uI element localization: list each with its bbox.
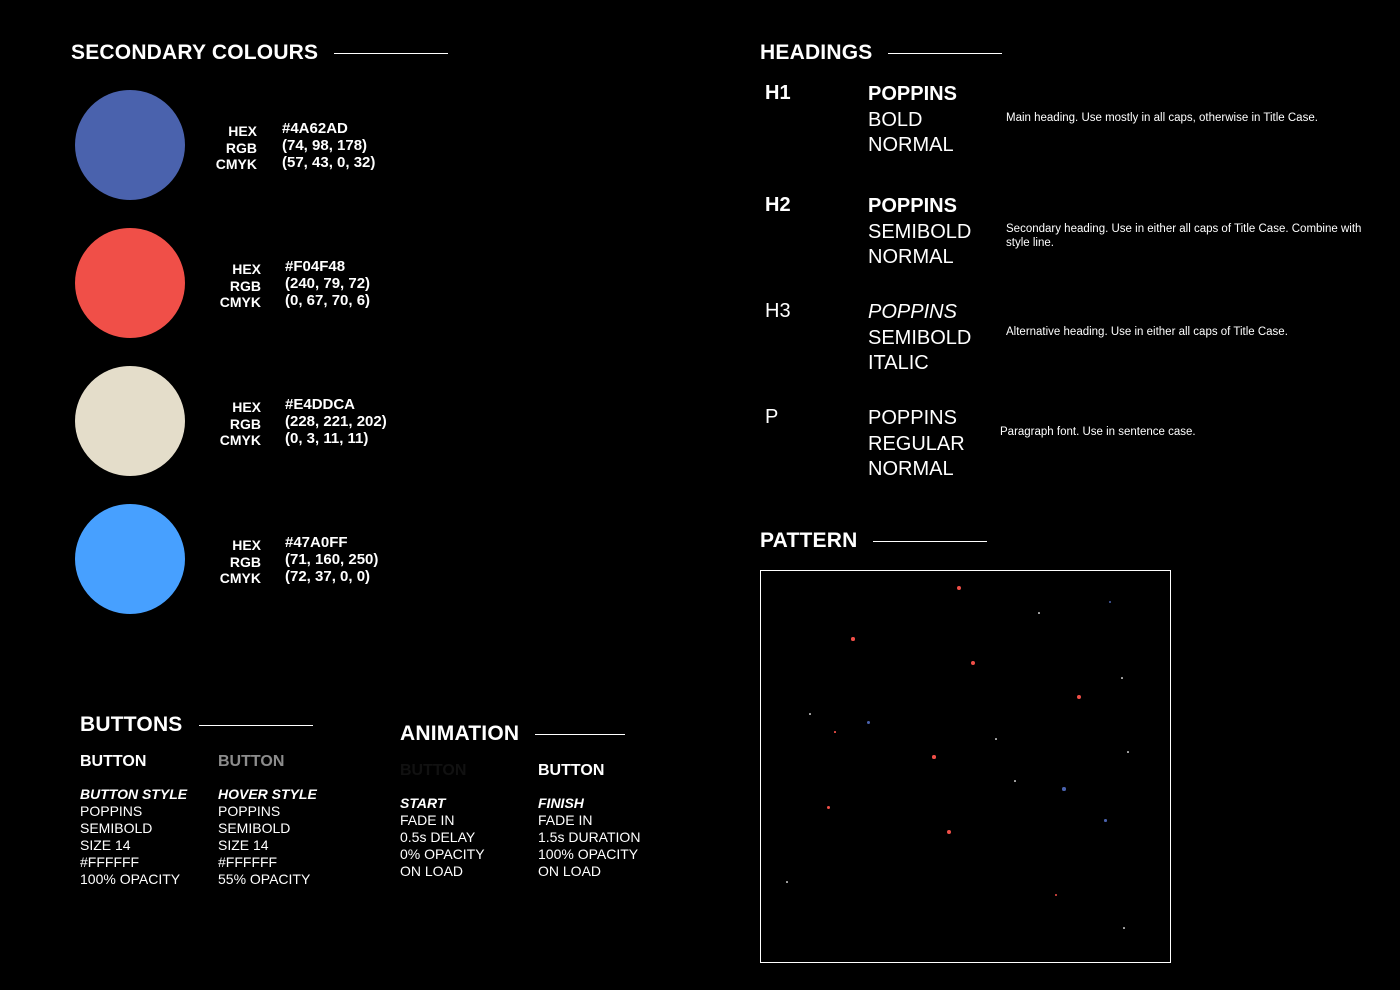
cmyk-value: (0, 67, 70, 6): [285, 292, 371, 309]
style-name: BUTTON STYLE: [80, 786, 188, 802]
font-style: NORMAL: [868, 134, 954, 156]
hex-value: #E4DDCA: [285, 396, 356, 413]
rgb-label: RGB: [229, 553, 261, 570]
pattern-dot: [1127, 751, 1129, 753]
pattern-dot: [971, 661, 975, 665]
cmyk-value: (0, 3, 11, 11): [285, 430, 369, 447]
headings-title: HEADINGS: [760, 41, 1002, 65]
pattern-dot: [1014, 780, 1016, 782]
spec-line: 0.5s DELAY: [400, 829, 476, 845]
pattern-dot: [834, 731, 836, 733]
color-swatch-circle: [75, 90, 185, 200]
swatch-row: [75, 366, 435, 476]
secondary-colours-title: SECONDARY COLOURS: [71, 41, 448, 65]
hover-button[interactable]: BUTTON: [218, 753, 285, 770]
pattern-dot: [786, 881, 788, 883]
spec-line: SIZE 14: [218, 837, 269, 853]
hex-label: HEX: [232, 261, 261, 277]
spec-line: SEMIBOLD: [80, 820, 153, 836]
spec-line: ON LOAD: [400, 863, 464, 879]
pattern-dot: [851, 637, 855, 641]
spec-line: 55% OPACITY: [218, 871, 311, 887]
cmyk-label: CMYK: [219, 294, 261, 310]
style-name: START: [400, 795, 446, 811]
animation-title: ANIMATION: [400, 722, 625, 746]
rgb-value: (71, 160, 250): [285, 551, 379, 568]
pattern-dot: [932, 755, 936, 759]
font-weight: BOLD: [868, 108, 923, 131]
hex-label: HEX: [228, 123, 257, 139]
heading-level: H2: [765, 194, 791, 216]
font-name: POPPINS: [868, 83, 957, 105]
heading-level: H3: [765, 300, 791, 322]
spec-line: #FFFFFF: [80, 854, 140, 870]
rgb-value: (74, 98, 178): [282, 137, 368, 154]
font-name: POPPINS: [868, 407, 957, 429]
spec-line: SIZE 14: [80, 837, 131, 853]
rgb-label: RGB: [229, 415, 261, 432]
pattern-dot: [1062, 787, 1066, 791]
sample-button[interactable]: BUTTON: [538, 762, 605, 779]
spec-line: 0% OPACITY: [400, 846, 485, 862]
rgb-label: RGB: [225, 139, 257, 156]
rgb-value: (228, 221, 202): [285, 413, 387, 430]
font-style: NORMAL: [868, 458, 954, 480]
spec-line: POPPINS: [218, 803, 281, 819]
font-style: ITALIC: [868, 352, 929, 374]
title-rule: [535, 734, 625, 735]
hex-value: #4A62AD: [282, 120, 348, 137]
swatch-row: [75, 228, 435, 338]
swatch-row: [75, 504, 435, 614]
pattern-dot: [1077, 695, 1081, 699]
buttons-title: BUTTONS: [80, 713, 313, 737]
swatch-row: [75, 90, 435, 200]
heading-description: Secondary heading. Use in either all caps of Title Case. Combine with style line.: [1006, 223, 1362, 249]
animation-start-spec: [400, 762, 485, 880]
heading-description: Paragraph font. Use in sentence case.: [1000, 426, 1196, 438]
hex-value: #F04F48: [285, 258, 346, 275]
pattern-dot: [947, 830, 951, 834]
sample-button[interactable]: BUTTON: [80, 753, 147, 770]
heading-level: H1: [765, 82, 791, 104]
cmyk-label: CMYK: [219, 570, 261, 586]
spec-line: #FFFFFF: [218, 854, 278, 870]
color-swatch-circle: [75, 504, 185, 614]
heading-level: P: [765, 406, 779, 428]
font-weight: REGULAR: [868, 432, 965, 455]
hex-label: HEX: [232, 399, 261, 415]
rgb-value: (240, 79, 72): [285, 275, 371, 292]
pattern-dot: [1104, 819, 1107, 822]
spec-line: 1.5s DURATION: [538, 829, 641, 845]
title-rule: [873, 541, 987, 542]
color-swatch-circle: [75, 228, 185, 338]
pattern-dot: [867, 721, 870, 724]
title-rule: [199, 725, 313, 726]
title-rule: [334, 53, 448, 54]
style-name: HOVER STYLE: [218, 786, 317, 802]
pattern-dot: [1123, 927, 1125, 929]
pattern-preview: [760, 570, 1171, 963]
color-swatch-circle: [75, 366, 185, 476]
pattern-dot: [1109, 601, 1111, 603]
pattern-dot: [957, 586, 961, 590]
heading-description: Alternative heading. Use in either all caps of Title Case.: [1006, 326, 1288, 338]
spec-line: POPPINS: [80, 803, 143, 819]
heading-description: Main heading. Use mostly in all caps, otherwise in Title Case.: [1006, 112, 1318, 124]
style-name: FINISH: [538, 795, 584, 811]
spec-line: SEMIBOLD: [218, 820, 291, 836]
spec-line: 100% OPACITY: [80, 871, 181, 887]
cmyk-value: (57, 43, 0, 32): [282, 154, 376, 171]
spec-line: ON LOAD: [538, 863, 602, 879]
spec-line: 100% OPACITY: [538, 846, 639, 862]
animation-finish-spec: [538, 762, 640, 880]
pattern-dot: [995, 738, 997, 740]
font-style: NORMAL: [868, 246, 954, 268]
faded-button[interactable]: BUTTON: [400, 762, 467, 779]
pattern-dot: [1038, 612, 1040, 614]
pattern-dot: [827, 806, 830, 809]
cmyk-label: CMYK: [219, 432, 261, 448]
spec-line: FADE IN: [400, 812, 455, 828]
cmyk-label: CMYK: [215, 156, 257, 172]
pattern-dot: [809, 713, 811, 715]
font-name: POPPINS: [868, 195, 957, 217]
rgb-label: RGB: [229, 277, 261, 294]
font-name: POPPINS: [868, 301, 957, 323]
pattern-title: PATTERN: [760, 529, 987, 553]
spec-line: FADE IN: [538, 812, 593, 828]
button-default-spec: [80, 753, 187, 888]
font-weight: SEMIBOLD: [868, 220, 972, 243]
pattern-dot: [1121, 677, 1123, 679]
font-weight: SEMIBOLD: [868, 326, 972, 349]
hex-label: HEX: [232, 537, 261, 553]
hex-value: #47A0FF: [285, 534, 348, 551]
title-rule: [888, 53, 1002, 54]
button-hover-spec: [218, 753, 317, 888]
pattern-dot: [1055, 894, 1057, 896]
cmyk-value: (72, 37, 0, 0): [285, 568, 371, 585]
